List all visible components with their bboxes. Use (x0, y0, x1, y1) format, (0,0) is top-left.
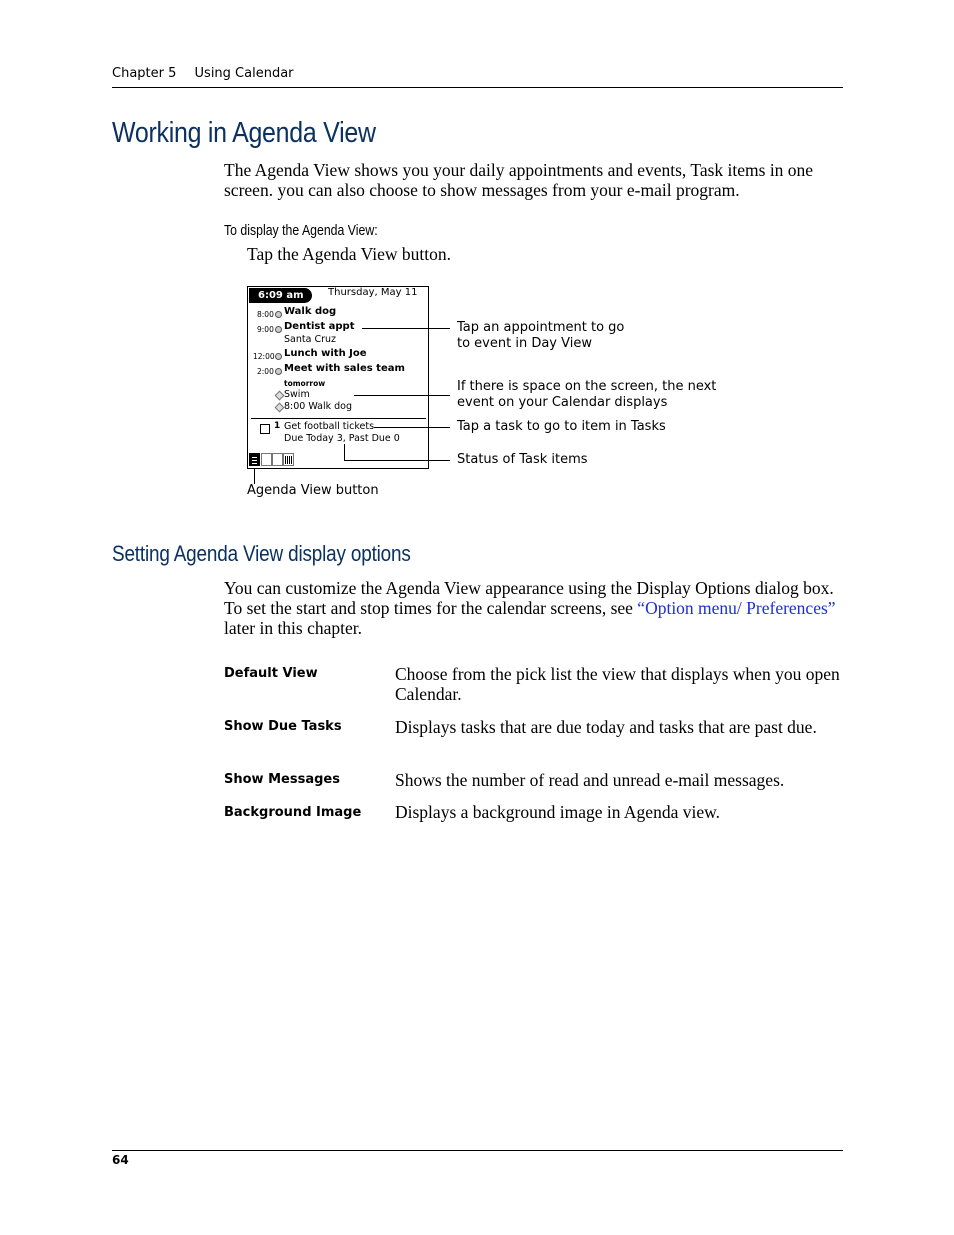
paragraph-text: later in this chapter. (224, 618, 363, 638)
appt-title[interactable]: Dentist appt (284, 321, 355, 332)
options-paragraph (224, 578, 842, 638)
appt-location: Santa Cruz (284, 334, 336, 345)
event-diamond-icon (275, 391, 285, 401)
time-indicator: 6:09 am (249, 288, 312, 303)
paragraph-text: You can customize the Agenda View appearance using the Display Options dialog box. To set the start and stop times for the calendar screens, see (224, 578, 834, 618)
task-status: Due Today 3, Past Due 0 (284, 433, 400, 444)
footer-rule (112, 1150, 843, 1151)
tomorrow-event[interactable]: Swim (284, 389, 310, 400)
callout-leader (354, 395, 450, 396)
running-header (112, 66, 294, 81)
intro-paragraph: The Agenda View shows you your daily appointments and events, Task items in one screen. you can also choose to show messages from your e-mail program. (224, 160, 814, 200)
callout-leader (344, 460, 450, 461)
page-number: 64 (112, 1153, 129, 1167)
callout-task: Tap a task to go to item in Tasks (457, 419, 666, 434)
chapter-label: Chapter 5 (112, 66, 177, 81)
task-divider (251, 418, 426, 419)
week-view-button[interactable] (272, 453, 283, 466)
tomorrow-event[interactable]: 8:00 Walk dog (284, 401, 352, 412)
callout-leader (344, 444, 345, 460)
day-view-button[interactable] (261, 453, 272, 466)
appt-time: 2:00 (257, 367, 274, 376)
callout-next-event: If there is space on the screen, the next event on your Calendar displays (457, 379, 717, 410)
procedure-step: Tap the Agenda View button. (247, 244, 451, 264)
callout-leader (254, 468, 255, 484)
section-heading: Working in Agenda View (112, 117, 376, 149)
appt-title[interactable]: Lunch with Joe (284, 348, 367, 359)
appt-dot-icon (275, 353, 282, 360)
appt-title[interactable]: Walk dog (284, 306, 337, 317)
callout-appointment: Tap an appointment to go to event in Day View (457, 320, 625, 351)
option-description: Choose from the pick list the view that displays when you open Calendar. (395, 664, 840, 704)
task-title[interactable]: Get football tickets (284, 421, 375, 432)
callout-status: Status of Task items (457, 452, 588, 467)
agenda-view-button[interactable] (249, 453, 260, 466)
appt-time: 12:00 (253, 352, 275, 361)
agenda-view-screenshot (247, 286, 429, 469)
task-checkbox[interactable] (260, 424, 270, 434)
appt-time: 8:00 (257, 310, 274, 319)
month-view-button[interactable] (283, 453, 294, 466)
callout-leader (362, 328, 450, 329)
header-rule (112, 87, 843, 88)
chapter-title: Using Calendar (194, 66, 294, 81)
subsection-heading: Setting Agenda View display options (112, 541, 411, 566)
date-label: Thursday, May 11 (328, 287, 418, 298)
option-term: Show Due Tasks (224, 719, 342, 734)
option-term: Background Image (224, 805, 362, 820)
appt-dot-icon (275, 368, 282, 375)
callout-leader (374, 427, 450, 428)
option-description: Shows the number of read and unread e-mail messages. (395, 770, 785, 790)
option-term: Show Messages (224, 772, 340, 787)
procedure-heading: To display the Agenda View: (224, 222, 378, 239)
event-diamond-icon (275, 403, 285, 413)
option-term: Default View (224, 666, 318, 681)
option-description: Displays tasks that are due today and tasks that are past due. (395, 717, 817, 737)
appt-dot-icon (275, 326, 282, 333)
option-description: Displays a background image in Agenda view. (395, 802, 720, 822)
preferences-link[interactable]: “Option menu/ Preferences” (637, 598, 836, 618)
appt-dot-icon (275, 311, 282, 318)
task-priority: 1 (274, 421, 281, 431)
callout-button: Agenda View button (247, 483, 379, 498)
appt-title[interactable]: Meet with sales team (284, 363, 405, 374)
appt-time: 9:00 (257, 325, 274, 334)
tomorrow-label: tomorrow (284, 379, 326, 388)
